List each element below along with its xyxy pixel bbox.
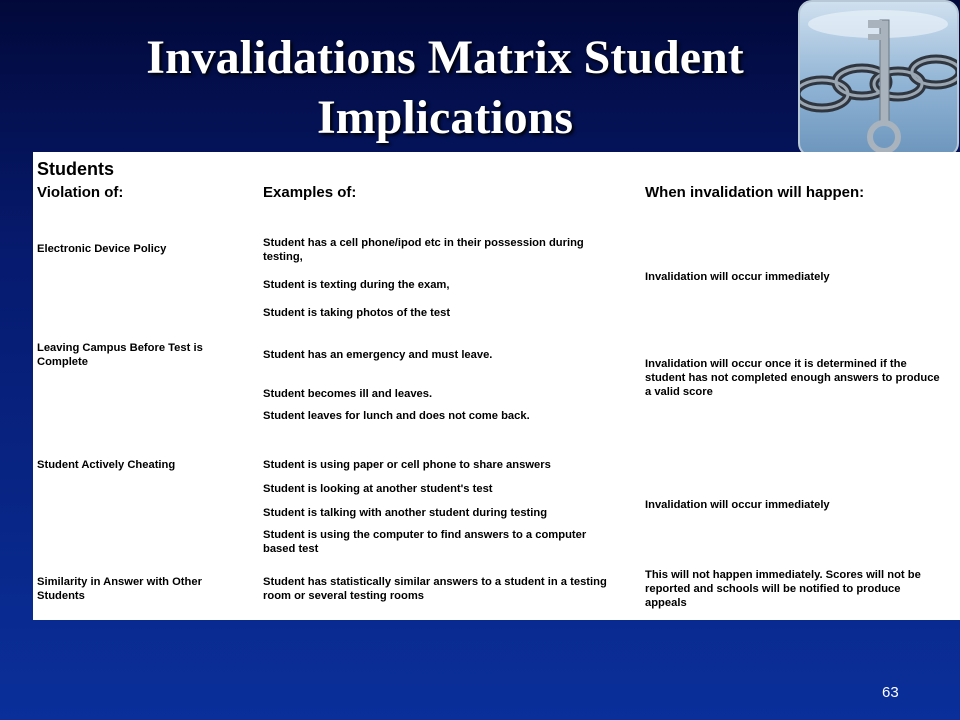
slide-title-line-1: Invalidations Matrix Student (146, 31, 744, 84)
header-violation: Violation of: (37, 184, 124, 201)
row-3-example-4: Student is using the computer to find answers to a computer based test (263, 529, 587, 555)
slide-title-line-2: Implications (316, 91, 574, 144)
row-3-example-1: Student is using paper or cell phone to share answers (263, 459, 551, 471)
invalidation-matrix-table (33, 152, 960, 620)
row-1-example-3: Student is taking photos of the test (263, 307, 451, 319)
row-3-example-2: Student is looking at another student's test (263, 483, 493, 495)
row-2-example-3: Student leaves for lunch and does not come back. (263, 410, 530, 422)
header-examples: Examples of: (263, 184, 357, 201)
row-1-example-1: Student has a cell phone/ipod etc in their possession during testing, (263, 237, 584, 263)
header-when: When invalidation will happen: (645, 184, 865, 201)
row-3-violation: Student Actively Cheating (37, 459, 176, 471)
row-2-example-1: Student has an emergency and must leave. (263, 349, 493, 361)
slide-title (60, 28, 830, 148)
row-3-when: Invalidation will occur immediately (645, 499, 830, 511)
row-4-violation: Similarity in Answer with Other Students (37, 576, 202, 602)
row-2-when: Invalidation will occur once it is determined if the student has not completed enough answers to produce a valid score (645, 358, 940, 398)
chain-key-icon (798, 0, 959, 157)
row-4-when: This will not happen immediately. Scores will not be reported and schools will be notified to produce appeals (645, 569, 921, 609)
row-2-example-2: Student becomes ill and leaves. (263, 388, 433, 400)
row-1-violation: Electronic Device Policy (37, 243, 167, 255)
section-title: Students (37, 159, 115, 179)
row-1-when: Invalidation will occur immediately (645, 271, 830, 283)
page-number: 63 (882, 684, 899, 701)
row-2-violation: Leaving Campus Before Test is Complete (37, 342, 203, 368)
row-4-example-1: Student has statistically similar answers to a student in a testing room or several testing rooms (263, 576, 607, 602)
row-1-example-2: Student is texting during the exam, (263, 279, 450, 291)
row-3-example-3: Student is talking with another student during testing (263, 507, 548, 519)
